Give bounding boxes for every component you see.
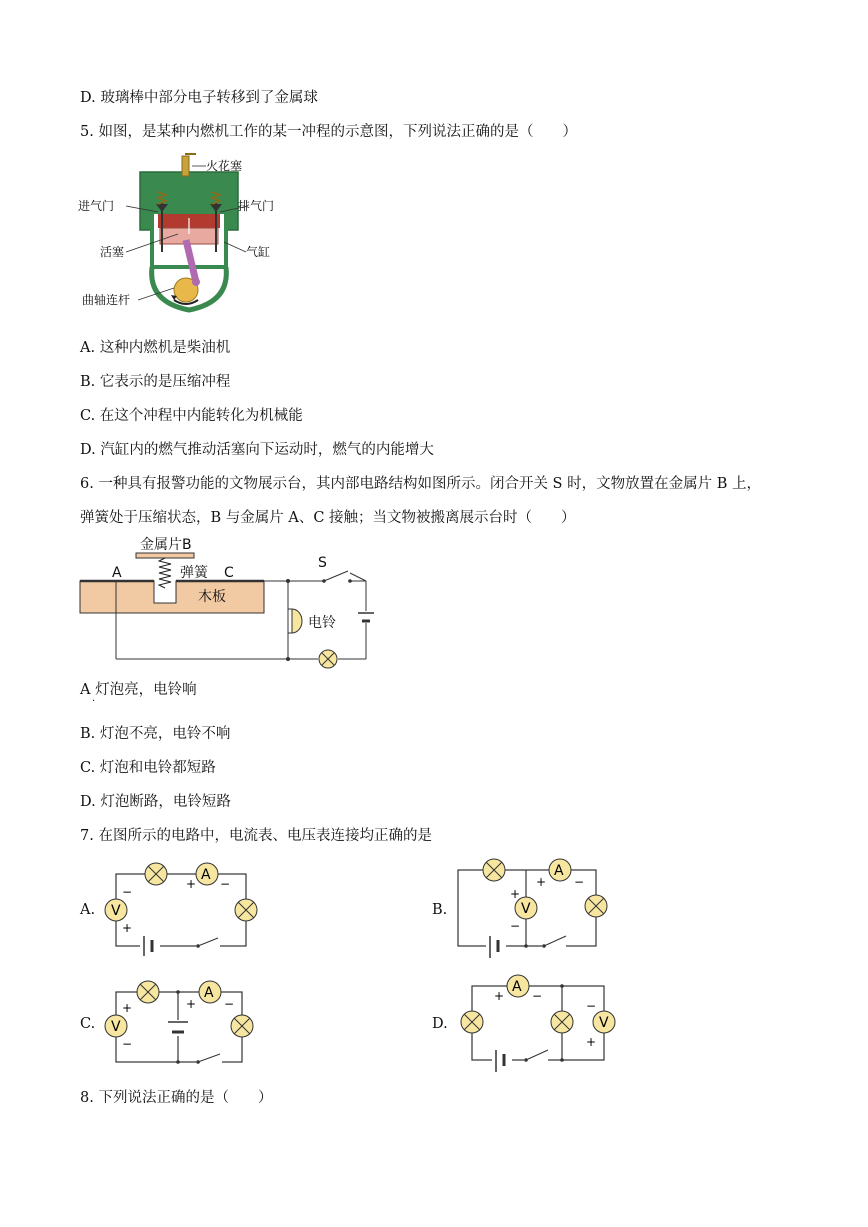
label-a: A (112, 565, 122, 581)
q4-option-d: D. 玻璃棒中部分电子转移到了金属球 (80, 90, 318, 106)
svg-text:−: − (574, 875, 585, 889)
q6-option-a: A 灯泡亮，电铃响 (80, 682, 197, 698)
label-spring: 弹簧 (180, 565, 208, 581)
svg-text:−: − (122, 1037, 133, 1051)
q6-option-d: D. 灯泡断路，电铃短路 (80, 794, 231, 810)
circuit-d (452, 966, 622, 1076)
q6-option-a-dot: · (92, 696, 96, 707)
circuit-c (100, 970, 260, 1078)
label-spark-plug: 火花塞 (206, 159, 243, 173)
svg-text:+: + (536, 875, 547, 889)
label-c: C (224, 565, 234, 581)
svg-text:+: + (122, 1001, 133, 1015)
q6-stem-line2: 弹簧处于压缩状态，B 与金属片 A、C 接触；当文物被搬离展示台时（ ） (80, 510, 576, 526)
label-metal-b: 金属片B (140, 537, 192, 553)
label-bell: 电铃 (308, 615, 336, 631)
q5-option-b: B. 它表示的是压缩冲程 (80, 374, 231, 390)
svg-text:V: V (111, 903, 121, 919)
label-piston: 活塞 (100, 245, 125, 259)
svg-text:−: − (224, 997, 235, 1011)
svg-text:−: − (122, 885, 133, 899)
q5-stem: 5. 如图，是某种内燃机工作的某一冲程的示意图，下列说法正确的是（ ） (80, 124, 577, 140)
svg-text:V: V (111, 1019, 121, 1035)
circuit-b (450, 852, 620, 962)
svg-text:−: − (510, 919, 521, 933)
svg-text:−: − (586, 999, 597, 1013)
svg-text:+: + (186, 997, 197, 1011)
circuit-a (100, 856, 260, 966)
metal-b (136, 553, 194, 558)
label-crank-rod: 曲轴连杆 (82, 293, 131, 307)
svg-text:A: A (512, 979, 522, 995)
svg-text:−: − (220, 877, 231, 891)
svg-text:+: + (186, 877, 197, 891)
q6-option-b: B. 灯泡不亮，电铃不响 (80, 726, 231, 742)
svg-text:+: + (494, 989, 505, 1003)
bell (292, 609, 302, 633)
q5-option-d: D. 汽缸内的燃气推动活塞向下运动时，燃气的内能增大 (80, 442, 434, 458)
svg-text:+: + (586, 1035, 597, 1049)
q7-option-b-label: B. (432, 902, 448, 918)
svg-text:A: A (201, 867, 211, 883)
svg-text:−: − (532, 989, 543, 1003)
svg-text:A: A (204, 985, 214, 1001)
label-cylinder: 气缸 (246, 245, 271, 259)
spark-plug-body (182, 156, 189, 176)
label-switch-s: S (318, 555, 327, 571)
label-intake-valve: 进气门 (78, 199, 115, 213)
svg-text:+: + (122, 921, 133, 935)
q5-option-a: A. 这种内燃机是柴油机 (80, 340, 231, 356)
svg-text:A: A (554, 863, 564, 879)
engine-figure (78, 152, 288, 322)
label-exhaust-valve: 排气门 (238, 199, 275, 213)
q6-option-c: C. 灯泡和电铃都短路 (80, 760, 216, 776)
q7-option-d-label: D. (432, 1016, 448, 1032)
label-board: 木板 (198, 589, 226, 605)
svg-text:+: + (510, 887, 521, 901)
svg-text:V: V (521, 901, 531, 917)
wood-board (80, 581, 264, 613)
spring (159, 558, 171, 588)
q7-option-c-label: C. (80, 1016, 96, 1032)
svg-text:V: V (599, 1015, 609, 1031)
switch-s (324, 571, 348, 581)
q7-stem: 7. 在图所示的电路中，电流表、电压表连接均正确的是 (80, 828, 432, 844)
q7-option-a-label: A. (80, 902, 96, 918)
q6-stem-line1: 6. 一种具有报警功能的文物展示台，其内部电路结构如图所示。闭合开关 S 时，文物放置在金属片 B 上， (80, 476, 761, 492)
alarm-circuit-figure (78, 533, 378, 673)
q8-stem: 8. 下列说法正确的是（ ） (80, 1090, 273, 1106)
q5-option-c: C. 在这个冲程中内能转化为机械能 (80, 408, 303, 424)
